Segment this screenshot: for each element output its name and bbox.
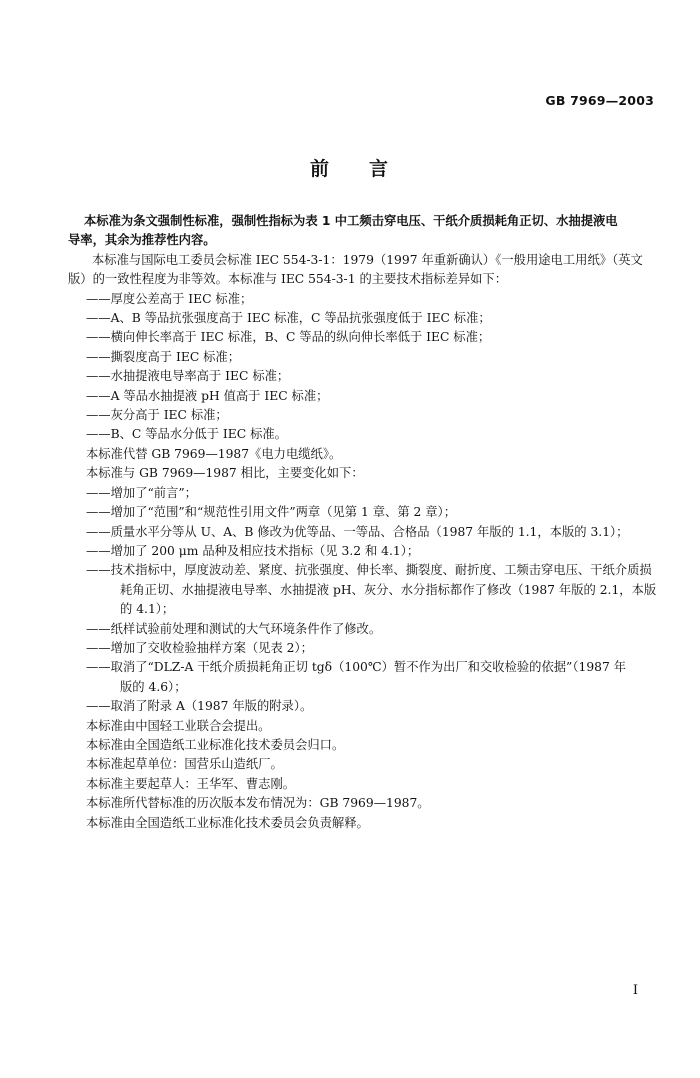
- intro-bold-line-1: 本标准为条文强制性标准，强制性指标为表 1 中工频击穿电压、干纸介质损耗角正切、水抽提液电: [84, 214, 618, 228]
- change-item-continuation: 耗角正切、水抽提液电导率、水抽提液 pH、灰分、水分指标都作了修改（1987 年版的 2.1，本版: [120, 582, 657, 597]
- change-item: ——取消了附录 A（1987 年版的附录）。: [86, 699, 313, 714]
- dash: ——: [86, 349, 111, 364]
- iec-diff-item: ——横向伸长率高于 IEC 标准，B、C 等品的纵向伸长率低于 IEC 标准；: [86, 330, 491, 345]
- title-char-2: 言: [369, 158, 391, 180]
- foreword-body: [68, 212, 657, 833]
- closing-line: 本标准由全国造纸工业标准化技术委员会负责解释。: [86, 815, 369, 830]
- change-item: ——增加了“范围”和“规范性引用文件”两章（见第 1 章、第 2 章）；: [86, 505, 456, 520]
- dash: ——: [86, 621, 111, 636]
- dash: ——: [86, 291, 111, 306]
- dash: ——: [86, 330, 111, 345]
- page-number: I: [632, 983, 638, 998]
- title-char-1: 前: [309, 158, 331, 180]
- iec-diff-item: ——撕裂度高于 IEC 标准；: [86, 349, 241, 364]
- dash: ——: [86, 543, 111, 558]
- closing-line: 本标准由全国造纸工业标准化技术委员会归口。: [86, 737, 345, 752]
- closing-line: 本标准由中国轻工业联合会提出。: [86, 718, 271, 733]
- change-item: ——增加了 200 μm 品种及相应技术指标（见 3.2 和 4.1）；: [86, 543, 420, 558]
- iec-diff-item: ——B、C 等品水分低于 IEC 标准。: [86, 427, 287, 442]
- change-item-continuation: 版的 4.6）；: [120, 679, 187, 694]
- dash: ——: [86, 388, 111, 403]
- iec-diff-item: ——水抽提液电导率高于 IEC 标准；: [86, 369, 290, 384]
- change-item: ——增加了“前言”；: [86, 485, 197, 500]
- closing-line: 本标准起草单位：国营乐山造纸厂。: [86, 757, 283, 772]
- dash: ——: [86, 505, 111, 520]
- closing-line: 本标准所代替标准的历次版本发布情况为：GB 7969—1987。: [86, 796, 430, 811]
- change-item: ——取消了“DLZ-A 干纸介质损耗角正切 tgδ（100℃）暂不作为出厂和交收检验的依据”（1987 年: [86, 660, 626, 675]
- intro-bold-line-2: 导率，其余为推荐性内容。: [68, 233, 216, 248]
- change-item-continuation: 的 4.1）；: [120, 602, 175, 617]
- change-item: ——技术指标中，厚度波动差、紧度、抗张强度、伸长率、撕裂度、耐折度、工频击穿电压、干纸介质损: [86, 563, 652, 578]
- dash: ——: [86, 699, 111, 714]
- change-item: ——纸样试验前处理和测试的大气环境条件作了修改。: [86, 621, 382, 636]
- change-item: ——增加了交收检验抽样方案（见表 2）；: [86, 640, 313, 655]
- changes-intro: 本标准与 GB 7969—1987 相比，主要变化如下：: [86, 466, 364, 481]
- dash: ——: [86, 660, 111, 675]
- dash: ——: [86, 427, 111, 442]
- dash: ——: [86, 524, 111, 539]
- iec-diff-item: ——A 等品水抽提液 pH 值高于 IEC 标准；: [86, 388, 329, 403]
- dash: ——: [86, 311, 111, 326]
- consistency-line-2: 版）的一致性程度为非等效。本标准与 IEC 554-3-1 的主要技术指标差异如下：: [68, 272, 508, 287]
- standard-code: GB 7969—2003: [545, 93, 654, 108]
- consistency-line-1: 本标准与国际电工委员会标准 IEC 554-3-1：1979（1997 年重新确认）《一般用途电工用纸》（英文: [92, 252, 643, 267]
- page-title: [0, 154, 700, 181]
- dash: ——: [86, 563, 111, 578]
- iec-diff-item: ——厚度公差高于 IEC 标准；: [86, 291, 253, 306]
- dash: ——: [86, 640, 111, 655]
- dash: ——: [86, 485, 111, 500]
- iec-diff-item: ——A、B 等品抗张强度高于 IEC 标准，C 等品抗张强度低于 IEC 标准；: [86, 311, 491, 326]
- replaces-statement: 本标准代替 GB 7969—1987《电力电缆纸》。: [86, 446, 342, 461]
- iec-diff-item: ——灰分高于 IEC 标准；: [86, 408, 228, 423]
- dash: ——: [86, 408, 111, 423]
- change-item: ——质量水平分等从 U、A、B 修改为优等品、一等品、合格品（1987 年版的 1.1，本版的 3.1）；: [86, 524, 629, 539]
- dash: ——: [86, 369, 111, 384]
- closing-line: 本标准主要起草人：王华军、曹志刚。: [86, 776, 296, 791]
